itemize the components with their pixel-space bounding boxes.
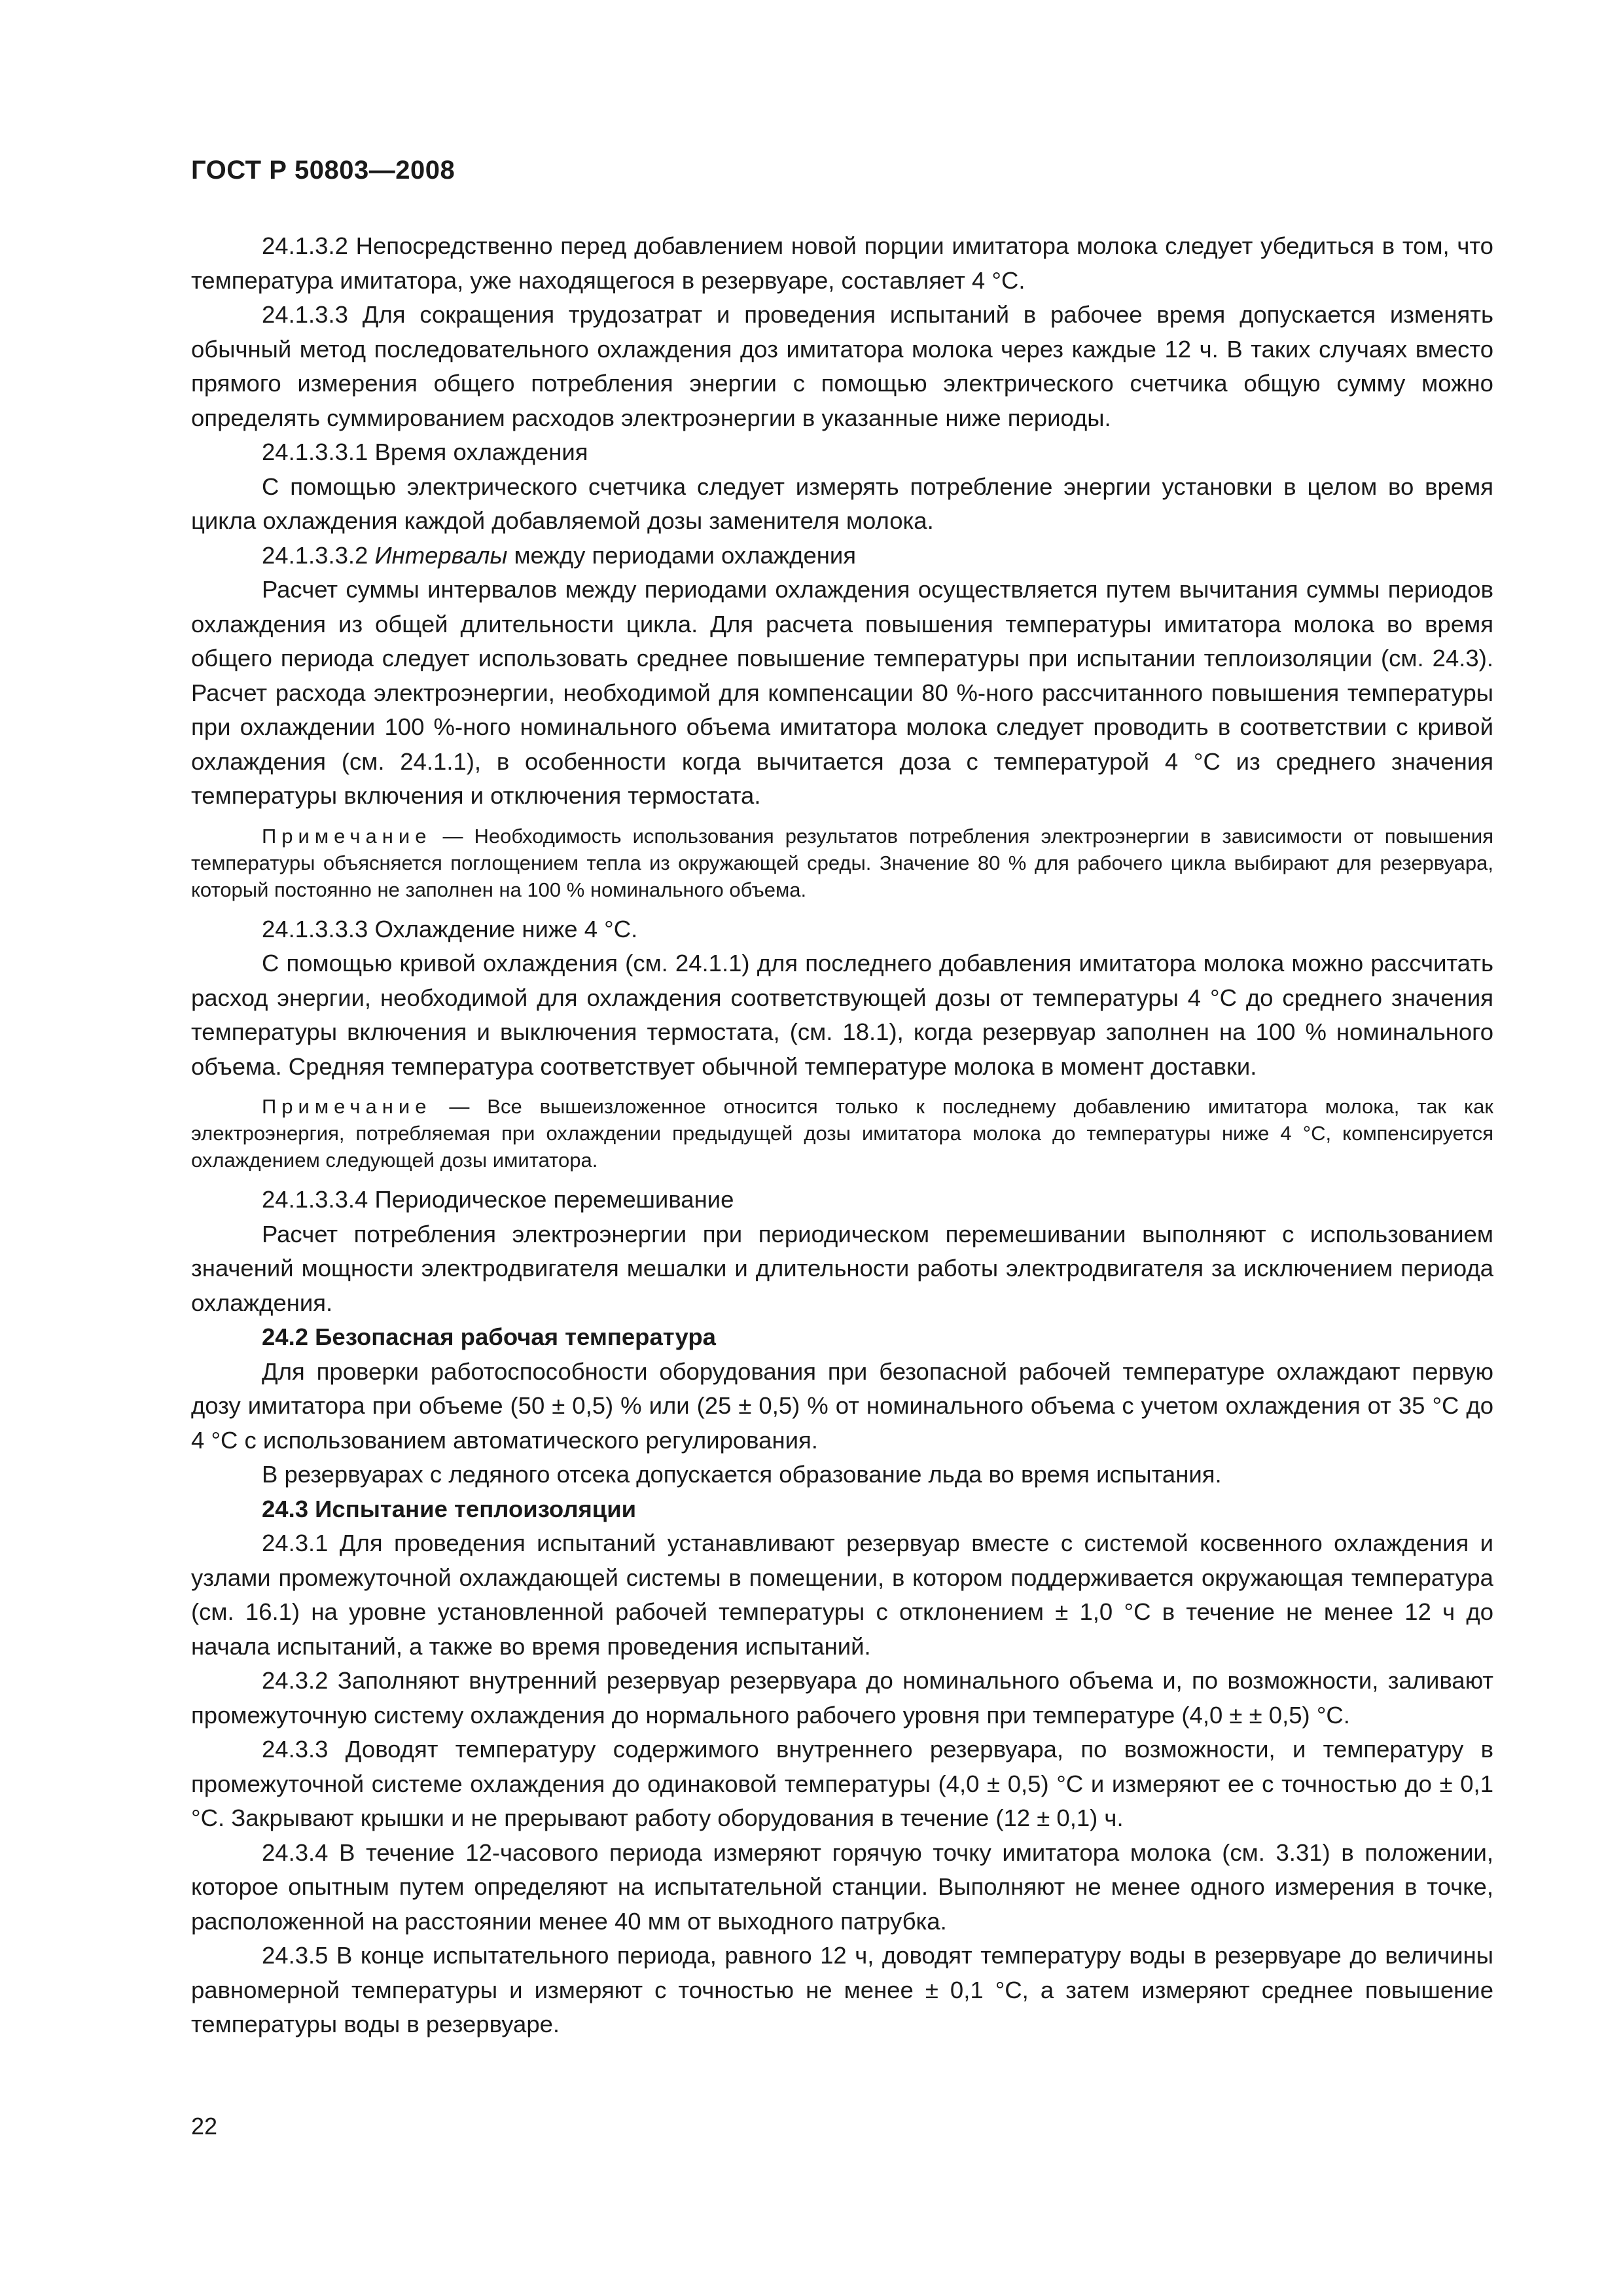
paragraph-ice: В резервуарах с ледяного отсека допускается образование льда во время испытания. xyxy=(262,1461,1222,1488)
section-heading-24-3: 24.3 Испытание теплоизоляции xyxy=(262,1495,637,1522)
section-heading-24-2: 24.2 Безопасная рабочая температура xyxy=(262,1323,716,1350)
paragraph-24-3-2: 24.3.2 Заполняют внутренний резервуар резервуара до номинального объема и, по возможности, заливают промежуточную систему охлаждения до нормального рабочего уровня при температуре (4,0 ± ± 0,5) °С. xyxy=(191,1667,1493,1729)
paragraph-suffix: между периодами охлаждения xyxy=(507,541,857,569)
note-text: — Все вышеизложенное относится только к последнему добавлению имитатора молока, так как электроэнергия, потребляемая при охлаждении предыдущей дозы имитатора молока до температуры ниже 4 °С, компенсируется охлаждением следующей дозы имитатора. xyxy=(191,1095,1493,1172)
document-header: ГОСТ Р 50803—2008 xyxy=(191,156,455,185)
note-2 xyxy=(191,1093,1493,1174)
paragraph-24-3-5: 24.3.5 В конце испытательного периода, равного 12 ч, доводят температуру воды в резервуаре до величины равномерной температуры и измеряют с точностью не менее ± 0,1 °С, а затем измеряют среднее повышение температуры воды в резервуаре. xyxy=(191,1942,1493,2037)
paragraph-24-1-3-3-4-title: 24.1.3.3.4 Периодическое перемешивание xyxy=(262,1186,734,1213)
document-body xyxy=(191,229,1493,2042)
note-label: Примечание xyxy=(262,1095,432,1118)
paragraph-24-3-1: 24.3.1 Для проведения испытаний устанавливают резервуар вместе с системой косвенного охлаждения и узлами промежуточной охлаждающей системы в помещении, в котором поддерживается окружающая температура (см. 16.1) на уровне установленной рабочей температуры с отклонением ± 1,0 °С в течение не менее 12 ч до начала испытаний, а также во время проведения испытаний. xyxy=(191,1530,1493,1660)
paragraph-24-3-3: 24.3.3 Доводят температуру содержимого внутреннего резервуара, по возможности, и температуру в промежуточной системе охлаждения до одинаковой температуры (4,0 ± 0,5) °С и измеряют ее с точностью до ± 0,1 °С. Закрывают крышки и не прерывают работу оборудования в течение (12 ± 0,1) ч. xyxy=(191,1736,1493,1831)
paragraph-24-1-3-2: 24.1.3.2 Непосредственно перед добавлением новой порции имитатора молока следует убедиться в том, что температура имитатора, уже находящегося в резервуаре, составляет 4 °С. xyxy=(191,232,1493,294)
paragraph-cooling-below-4: С помощью кривой охлаждения (см. 24.1.1) для последнего добавления имитатора молока можно рассчитать расход энергии, необходимой для охлаждения соответствующей дозы от температуры 4 °С до среднего значения температуры включения и выключения термостата, (см. 18.1), когда резервуар заполнен на 100 % номинального объема. Средняя температура соответствует обычной температуре молока в момент доставки. xyxy=(191,950,1493,1080)
paragraph-prefix: 24.1.3.3.2 xyxy=(262,541,375,569)
paragraph-24-3-4: 24.3.4 В течение 12-часового периода измеряют горячую точку имитатора молока (см. 3.31) в положении, которое опытным путем определяют на испытательной станции. Выполняют не менее одного измерения в точке, расположенной на расстоянии менее 40 мм от выходного патрубка. xyxy=(191,1839,1493,1935)
italic-term: Интервалы xyxy=(374,541,508,569)
paragraph-24-1-3-3-1-title: 24.1.3.3.1 Время охлаждения xyxy=(262,439,588,465)
page-number: 22 xyxy=(191,2113,218,2140)
note-label: Примечание xyxy=(262,824,432,848)
paragraph-24-1-3-3-2-title xyxy=(191,539,1493,573)
paragraph-cooling-time: С помощью электрического счетчика следует измерять потребление энергии установки в целом во время цикла охлаждения каждой добавляемой дозы заменителя молока. xyxy=(191,473,1493,534)
note-text: — Необходимость использования результатов потребления электроэнергии в зависимости от повышения температуры объясняется поглощением тепла из окружающей среды. Значение 80 % для рабочего цикла выбирают для резервуара, который постоянно не заполнен на 100 % номинального объема. xyxy=(191,824,1493,901)
paragraph-24-1-3-3: 24.1.3.3 Для сокращения трудозатрат и проведения испытаний в рабочее время допускается изменять обычный метод последовательного охлаждения доз имитатора молока через каждые 12 ч. В таких случаях вместо прямого измерения общего потребления энергии с помощью электрического счетчика общую сумму можно определять суммированием расходов электроэнергии в указанные ниже периоды. xyxy=(191,301,1493,431)
paragraph-24-1-3-3-3-title: 24.1.3.3.3 Охлаждение ниже 4 °С. xyxy=(262,915,638,942)
note-1 xyxy=(191,823,1493,903)
paragraph-safe-temp: Для проверки работоспособности оборудования при безопасной рабочей температуре охлаждают первую дозу имитатора при объеме (50 ± 0,5) % или (25 ± 0,5) % от номинального объема с учетом охлаждения от 35 °С до 4 °С с использованием автоматического регулирования. xyxy=(191,1357,1493,1454)
paragraph-periodic-mixing: Расчет потребления электроэнергии при периодическом перемешивании выполняют с использованием значений мощности электродвигателя мешалки и длительности работы электродвигателя за исключением периода охлаждения. xyxy=(191,1220,1493,1316)
paragraph-intervals: Расчет суммы интервалов между периодами охлаждения осуществляется путем вычитания суммы периодов охлаждения из общей длительности цикла. Для расчета повышения температуры имитатора молока во время общего периода следует использовать среднее повышение температуры при испытании теплоизоляции (см. 24.3). Расчет расхода электроэнергии, необходимой для компенсации 80 %-ного рассчитанного повышения температуры при охлаждении 100 %-ного номинального объема имитатора молока следует проводить в соответствии с кривой охлаждения (см. 24.1.1), в особенности когда вычитается доза с температурой 4 °С из среднего значения температуры включения и отключения термостата. xyxy=(191,576,1493,809)
